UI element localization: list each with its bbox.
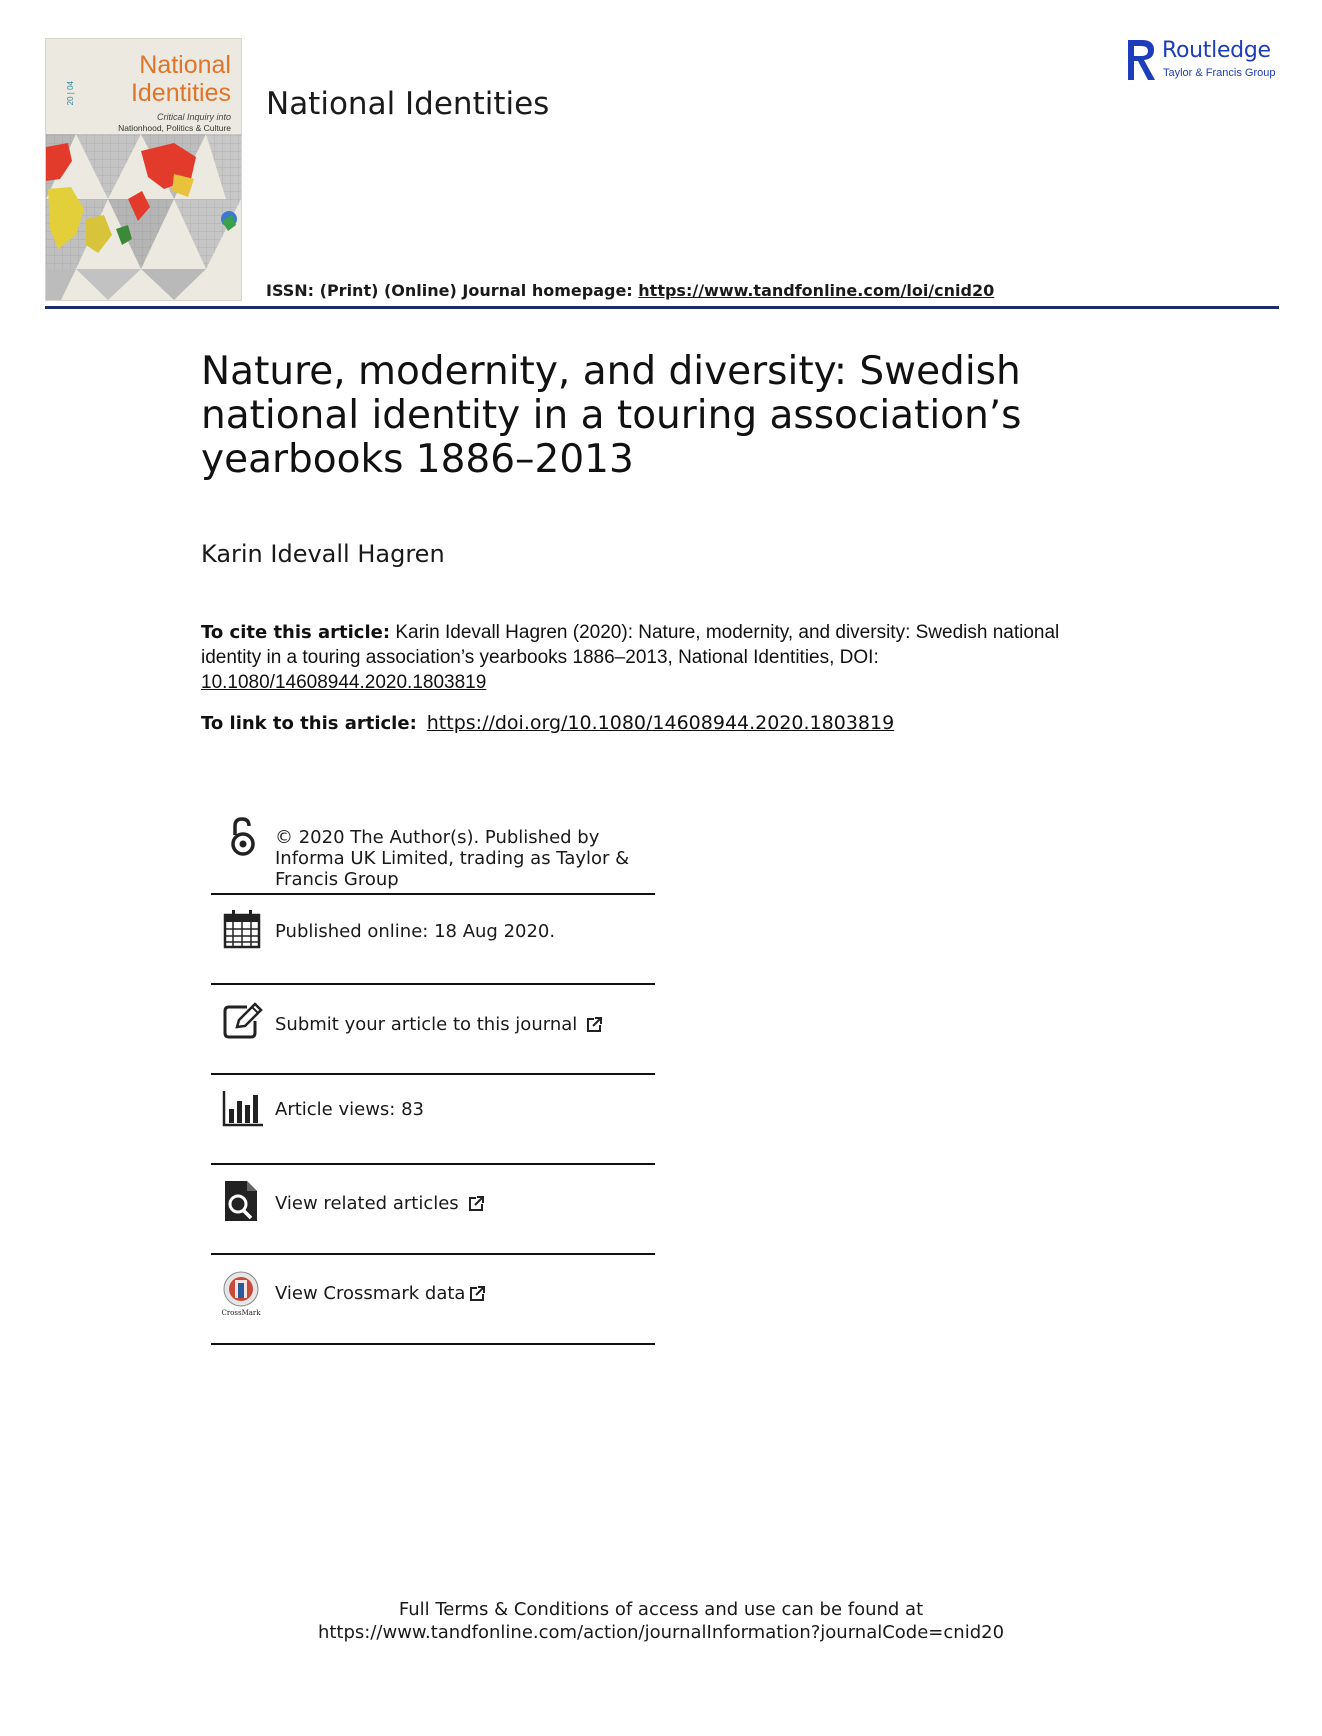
crossmark-icon	[221, 1271, 265, 1309]
publisher-name: Routledge	[1162, 38, 1271, 63]
cover-volume: 20 | 04	[66, 81, 75, 106]
footer	[0, 1598, 1322, 1644]
bar-chart-icon	[221, 1087, 265, 1131]
citation-doi-link[interactable]: 10.1080/14608944.2020.1803819	[201, 672, 487, 693]
routledge-logo[interactable]	[1124, 38, 1284, 84]
submit-article-row[interactable]	[211, 985, 655, 1075]
open-access-icon	[221, 815, 265, 859]
article-author: Karin Idevall Hagren	[201, 540, 445, 568]
search-document-icon	[221, 1179, 265, 1223]
published-date: Published online: 18 Aug 2020.	[275, 921, 556, 942]
issn-line	[266, 281, 994, 300]
related-articles-row[interactable]	[211, 1165, 655, 1255]
row-divider	[211, 1343, 655, 1345]
journal-title: National Identities	[266, 86, 550, 122]
article-doi-link[interactable]: https://doi.org/10.1080/14608944.2020.1803819	[426, 712, 895, 734]
citation-block	[201, 620, 1081, 695]
external-link-icon	[468, 1285, 486, 1303]
article-views: Article views: 83	[275, 1099, 424, 1120]
article-views-row	[211, 1075, 655, 1165]
article-title: Nature, modernity, and diversity: Swedish national identity in a touring association’s yearbooks 1886–2013	[201, 349, 1022, 482]
crossmark-link[interactable]: View Crossmark data	[275, 1283, 486, 1304]
crossmark-label: CrossMark	[221, 1309, 261, 1317]
calendar-icon	[221, 907, 265, 951]
article-link-label: To link to this article:	[201, 713, 417, 734]
journal-cover-image	[45, 38, 242, 301]
related-articles-link[interactable]: View related articles	[275, 1193, 485, 1214]
issn-label: ISSN: (Print) (Online) Journal homepage:	[266, 281, 639, 300]
edit-icon	[221, 999, 265, 1043]
crossmark-row[interactable]	[211, 1255, 655, 1345]
routledge-r-icon	[1124, 38, 1158, 82]
published-row	[211, 895, 655, 985]
citation-text: Karin Idevall Hagren (2020): Nature, modernity, and diversity: Swedish national identity in a touring association’s yearbooks 1886–2013, National Identities, DOI:	[201, 622, 1060, 668]
article-link-line	[201, 712, 894, 734]
journal-homepage-link[interactable]: https://www.tandfonline.com/loi/cnid20	[638, 281, 995, 300]
external-link-icon	[585, 1016, 603, 1034]
crossmark-logo	[221, 1271, 265, 1321]
cover-title: National Identities	[130, 51, 231, 107]
header-rule	[45, 306, 1279, 309]
open-access-row	[211, 815, 655, 895]
citation-label: To cite this article:	[201, 622, 391, 643]
submit-article-link[interactable]: Submit your article to this journal	[275, 1014, 603, 1035]
copyright-text: © 2020 The Author(s). Published by Informa UK Limited, trading as Taylor & Francis Group	[275, 827, 630, 890]
footer-terms-text: Full Terms & Conditions of access and use can be found at	[398, 1599, 924, 1620]
external-link-icon	[467, 1195, 485, 1213]
cover-subtitle-2: Nationhood, Politics & Culture	[118, 123, 231, 133]
footer-terms-link[interactable]: https://www.tandfonline.com/action/journalInformation?journalCode=cnid20	[317, 1622, 1005, 1643]
cover-subtitle: Critical Inquiry into	[156, 112, 231, 122]
publisher-sub: Taylor & Francis Group	[1163, 67, 1276, 79]
